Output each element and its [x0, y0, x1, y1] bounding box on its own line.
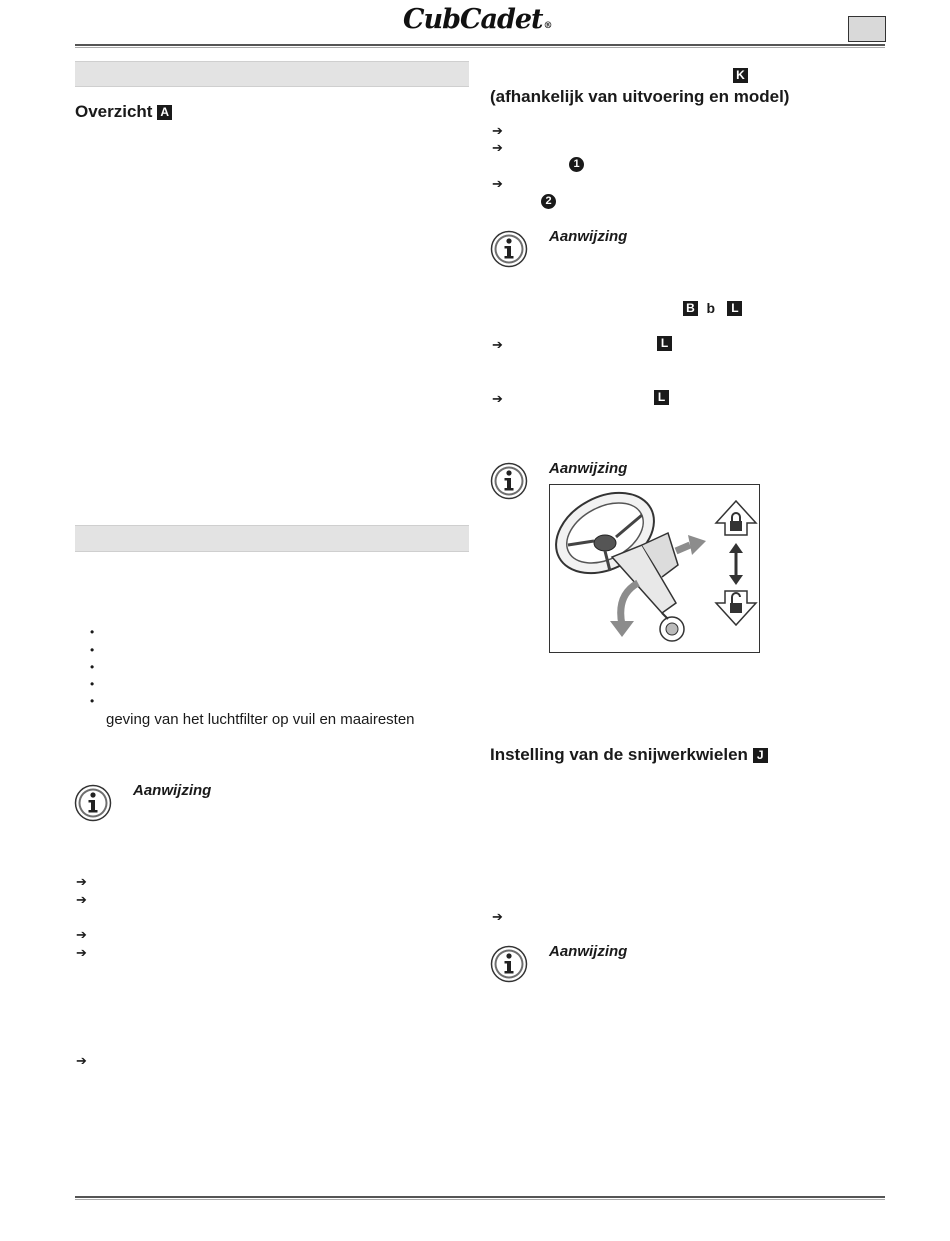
figure-tag-b: B [683, 301, 698, 316]
figure-tag-l-3: L [654, 390, 669, 405]
lock-open-icon [716, 591, 756, 625]
bullet-2: • [90, 643, 95, 657]
bullet-4: • [90, 677, 95, 691]
note-label-left: Aanwijzing [133, 782, 212, 799]
callout-number-1: 1 [569, 157, 584, 172]
bullet-3: • [90, 660, 95, 674]
arrow-bullet-l2: ➔ [76, 892, 87, 907]
figure-reference-b-l [683, 300, 742, 318]
figure-tag-a: A [157, 105, 172, 120]
note-label-right-1: Aanwijzing [549, 228, 628, 245]
info-icon [490, 945, 528, 983]
section-bar-top [75, 61, 469, 87]
callout-number-2: 2 [541, 194, 556, 209]
figure-tag-l-2: L [657, 336, 672, 351]
steering-wheel-icon [550, 485, 684, 641]
bullet-1: • [90, 625, 95, 639]
note-label-right-2: Aanwijzing [549, 460, 628, 477]
steering-wheel-figure [549, 484, 760, 653]
figure-tag-k: K [733, 68, 748, 83]
arrow-bullet-l1: ➔ [76, 874, 87, 889]
overview-heading: Overzicht A [75, 102, 172, 122]
arrow-bullet-r3: ➔ [492, 176, 503, 191]
note-label-right-3: Aanwijzing [549, 943, 628, 960]
double-arrow-icon [729, 543, 743, 585]
arrow-bullet-r5: ➔ [492, 391, 503, 406]
header-rule [75, 44, 885, 46]
footer-rule [75, 1196, 885, 1198]
arrow-bullet-l5: ➔ [76, 1053, 87, 1068]
footer-rule-thin [75, 1199, 885, 1200]
arrow-bullet-r6: ➔ [492, 909, 503, 924]
figure-tag-l: L [727, 301, 742, 316]
arrow-bullet-l4: ➔ [76, 945, 87, 960]
arrow-bullet-r4: ➔ [492, 337, 503, 352]
language-box [848, 16, 886, 42]
section-bar-middle [75, 525, 469, 552]
bullet-5-continuation: geving van het luchtfilter op vuil en maairesten [106, 711, 415, 728]
arrow-bullet-r1: ➔ [492, 123, 503, 138]
arrow-bullet-l3: ➔ [76, 927, 87, 942]
info-icon [490, 230, 528, 268]
header-rule-thin [75, 47, 885, 48]
wheels-heading: Instelling van de snijwerkwielen J [490, 745, 768, 765]
brand-logo: CubCadet® [403, 4, 552, 35]
info-icon [74, 784, 112, 822]
arrow-bullet-r2: ➔ [492, 140, 503, 155]
lock-closed-icon [716, 501, 756, 535]
steering-subtitle: (afhankelijk van uitvoering en model) [490, 87, 790, 106]
bullet-5: • [90, 694, 95, 708]
figure-tag-j: J [753, 748, 768, 763]
info-icon [490, 462, 528, 500]
figure-ref-b-small: b [706, 300, 716, 316]
